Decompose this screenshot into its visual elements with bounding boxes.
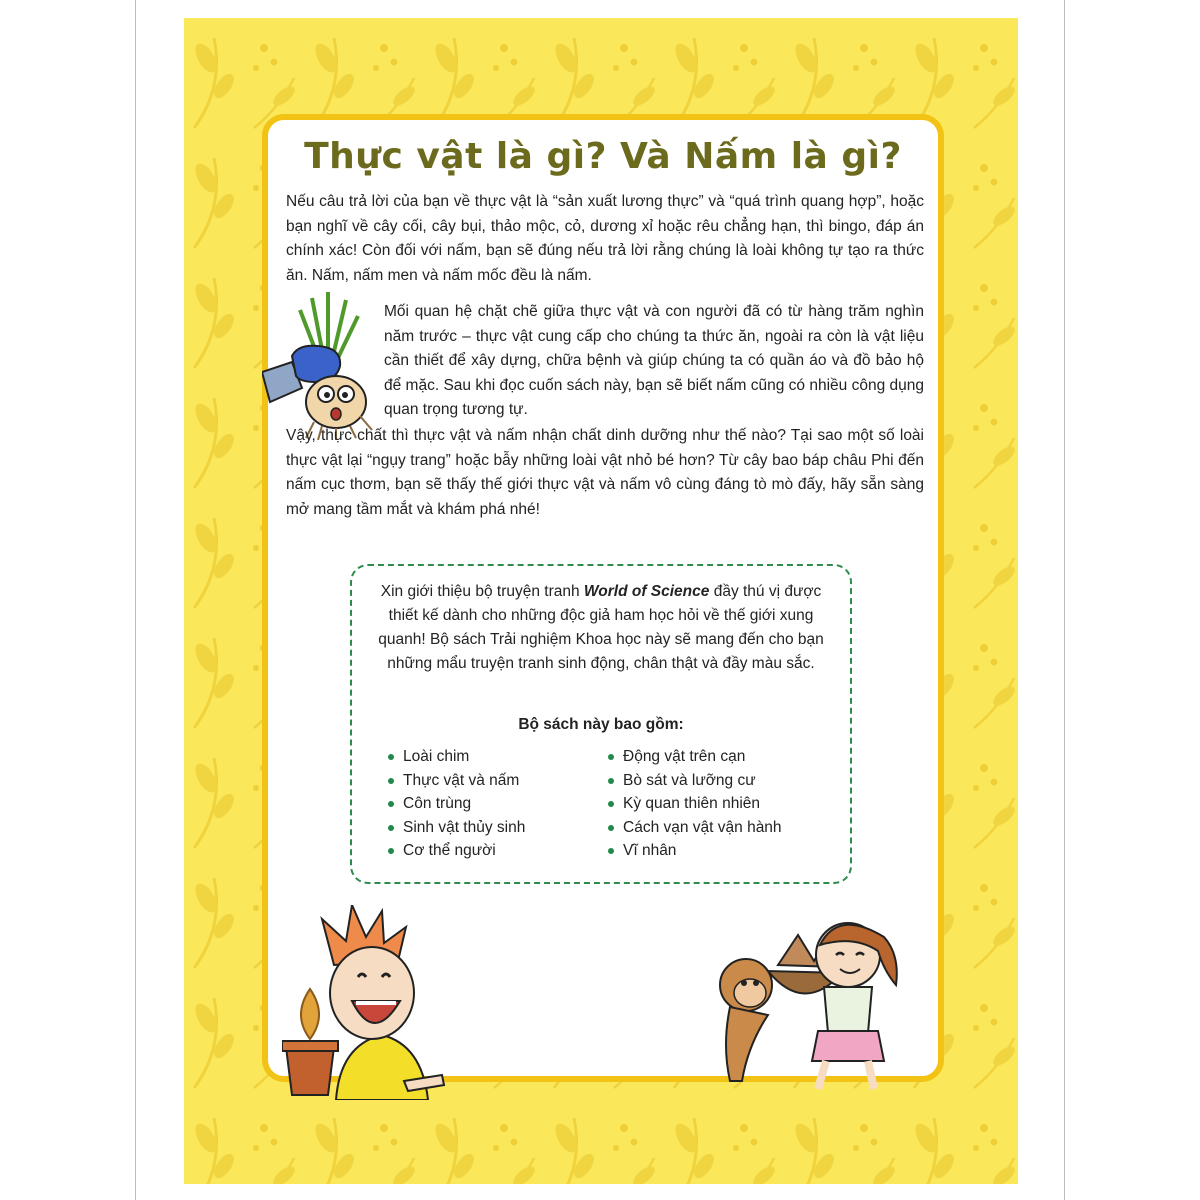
series-list-title: Bộ sách này bao gồm:	[518, 716, 684, 733]
series-list-left	[388, 745, 525, 863]
series-name: World of Science	[583, 583, 710, 600]
series-list-right	[608, 745, 782, 863]
list-item: Vĩ nhân	[608, 839, 782, 863]
list-item: Cơ thể người	[388, 839, 525, 863]
relationship-paragraph: Mối quan hệ chặt chẽ giữa thực vật và con người đã có từ hàng trăm nghìn năm trước – thực vật cung cấp cho chúng ta thức ăn, ngoài ra còn là vật liệu cần thiết để xây dựng, chữa bệnh và giúp chúng ta có quần áo và đồ bảo hộ để mặc. Sau khi đọc cuốn sách này, bạn sẽ biết nấm cũng có nhiều công dụng quan trọng tương tự.	[384, 303, 924, 418]
list-item: Kỳ quan thiên nhiên	[608, 792, 782, 816]
series-intro-start: Xin giới thiệu bộ truyện tranh	[380, 583, 584, 600]
intro-paragraph: Nếu câu trả lời của bạn về thực vật là “sản xuất lương thực” và “quá trình quang hợp”, hoặc bạn nghĩ về cây cối, cây bụi, thảo mộc, cỏ, dương xỉ hoặc rêu chẳng hạn, thì bingo, đáp án chính xác! Còn đối với nấm, bạn sẽ đúng nếu trả lời rằng chúng là loài không tự tạo ra thức ăn. Nấm, nấm men và nấm mốc đều là nấm.	[286, 193, 924, 284]
boy-with-pinecone-illustration	[282, 905, 452, 1100]
question-paragraph: Vậy, thực chất thì thực vật và nấm nhận chất dinh dưỡng như thế nào? Tại sao một số loài thực vật lại “ngụy trang” hoặc bẫy những loài vật nhỏ bé hơn? Từ cây bao báp châu Phi đến nấm cục thơm, bạn sẽ thấy thế giới thực vật và nấm vô cùng đáng tò mò đấy, hãy sẵn sàng mở mang tầm mắt và khám phá nhé!	[286, 427, 924, 518]
list-item: Cách vạn vật vận hành	[608, 816, 782, 840]
list-item: Thực vật và nấm	[388, 769, 525, 793]
list-item: Côn trùng	[388, 792, 525, 816]
page-title: Thực vật là gì? Và Nấm là gì?	[304, 136, 902, 177]
list-item: Loài chim	[388, 745, 525, 769]
list-item: Sinh vật thủy sinh	[388, 816, 525, 840]
series-intro-end: đầy thú vị được thiết kế dành cho những độc giả ham học hỏi về thế giới xung quanh! Bộ sách Trải nghiệm Khoa học này sẽ mang đến cho bạn những mẩu truyện tranh sinh động, chân thật và đầy màu sắc.	[378, 583, 824, 672]
plant-in-hand-illustration	[262, 290, 380, 440]
list-item: Bò sát và lưỡng cư	[608, 769, 782, 793]
girl-and-monkey-illustration	[708, 915, 908, 1095]
series-intro	[366, 580, 836, 676]
list-item: Động vật trên cạn	[608, 745, 782, 769]
